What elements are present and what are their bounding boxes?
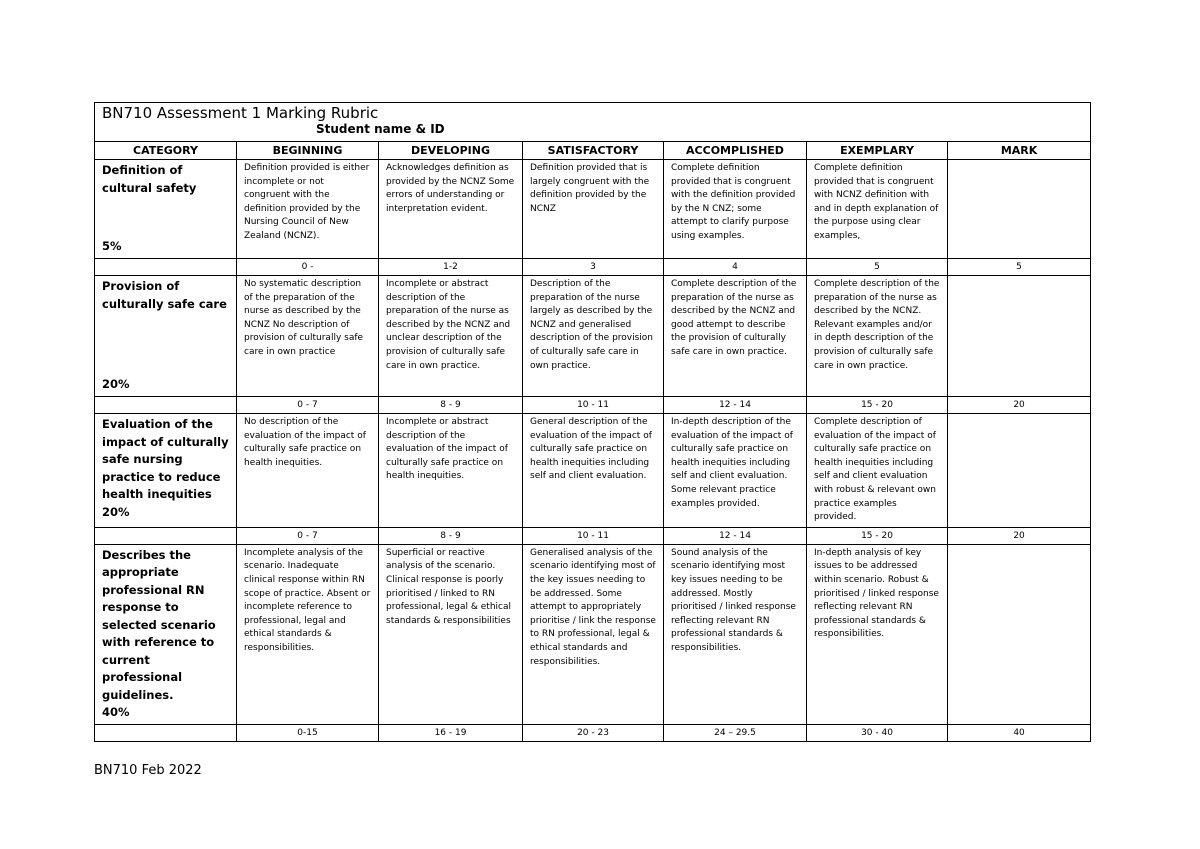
- score-beginning: 0-15: [237, 724, 379, 741]
- score-developing: 16 - 19: [379, 724, 523, 741]
- category-label: Provision of culturally safe care: [102, 279, 227, 311]
- developing-descriptor: Superficial or reactive analysis of the scenario. Clinical response is poorly prioritised / linked to RN professional, legal & ethical standards & responsibilities: [379, 544, 523, 724]
- satisfactory-descriptor: Definition provided that is largely congruent with the definition provided by the NCNZ: [523, 160, 664, 259]
- footer-text: BN710 Feb 2022: [94, 763, 202, 778]
- category-cell: [95, 160, 237, 259]
- score-accomplished: 24 – 29.5: [664, 724, 807, 741]
- score-blank: [95, 527, 237, 544]
- document-title: BN710 Assessment 1 Marking Rubric: [102, 104, 379, 122]
- mark-cell: [948, 160, 1091, 259]
- criteria-row: [95, 414, 1091, 528]
- score-blank: [95, 724, 237, 741]
- score-mark: 20: [948, 397, 1091, 414]
- beginning-descriptor: Definition provided is either incomplete or not congruent with the definition provided by the Nursing Council of New Zealand (NCNZ).: [237, 160, 379, 259]
- beginning-descriptor: No systematic description of the preparation of the nurse as described by the NCNZ No description of provision of culturally safe care in own practice: [237, 276, 379, 397]
- category-weight: 5%: [102, 238, 122, 253]
- header-exemplary: EXEMPLARY: [807, 142, 948, 160]
- header-beginning: BEGINNING: [237, 142, 379, 160]
- score-satisfactory: 10 - 11: [523, 527, 664, 544]
- score-exemplary: 5: [807, 259, 948, 276]
- marking-rubric-table: [94, 102, 1091, 742]
- exemplary-descriptor: In-depth analysis of key issues to be addressed within scenario. Robust & prioritised / linked response reflecting relevant RN professional standards & responsibilities.: [807, 544, 948, 724]
- score-exemplary: 15 - 20: [807, 397, 948, 414]
- accomplished-descriptor: Complete definition provided that is congruent with the definition provided by the N CNZ; some attempt to clarify purpose using examples.: [664, 160, 807, 259]
- header-developing: DEVELOPING: [379, 142, 523, 160]
- header-satisfactory: SATISFACTORY: [523, 142, 664, 160]
- accomplished-descriptor: Sound analysis of the scenario identifying most key issues needing to be addressed. Mostly prioritised / linked response reflecting relevant RN professional standards & responsibilities.: [664, 544, 807, 724]
- score-beginning: 0 - 7: [237, 397, 379, 414]
- header-accomplished: ACCOMPLISHED: [664, 142, 807, 160]
- mark-cell: [948, 414, 1091, 528]
- score-satisfactory: 10 - 11: [523, 397, 664, 414]
- title-cell: [95, 103, 1091, 142]
- category-cell: [95, 276, 237, 397]
- score-row: [95, 397, 1091, 414]
- beginning-descriptor: Incomplete analysis of the scenario. Inadequate clinical response within RN scope of practice. Absent or incomplete reference to professional, legal and ethical standards & responsibilities.: [237, 544, 379, 724]
- score-satisfactory: 20 - 23: [523, 724, 664, 741]
- header-mark: MARK: [948, 142, 1091, 160]
- accomplished-descriptor: Complete description of the preparation of the nurse as described by the NCNZ and good attempt to describe the provision of culturally safe care in own practice.: [664, 276, 807, 397]
- score-beginning: 0 - 7: [237, 527, 379, 544]
- score-row: [95, 527, 1091, 544]
- developing-descriptor: Incomplete or abstract description of the evaluation of the impact of culturally safe practice on health inequities.: [379, 414, 523, 528]
- satisfactory-descriptor: Description of the preparation of the nurse largely as described by the NCNZ and generalised description of the provision of culturally safe care in own practice.: [523, 276, 664, 397]
- score-mark: 5: [948, 259, 1091, 276]
- header-category: CATEGORY: [95, 142, 237, 160]
- score-blank: [95, 259, 237, 276]
- satisfactory-descriptor: Generalised analysis of the scenario identifying most of the key issues needing to be addressed. Some attempt to appropriately prioritise / link the response to RN professional, legal & ethical standards and responsibilities.: [523, 544, 664, 724]
- score-row: [95, 259, 1091, 276]
- developing-descriptor: Acknowledges definition as provided by the NCNZ Some errors of understanding or interpretation evident.: [379, 160, 523, 259]
- score-mark: 40: [948, 724, 1091, 741]
- category-label: Describes the appropriate professional RN response to selected scenario with reference to current professional guidelines.: [102, 547, 216, 702]
- score-accomplished: 12 - 14: [664, 397, 807, 414]
- mark-cell: [948, 276, 1091, 397]
- score-exemplary: 15 - 20: [807, 527, 948, 544]
- score-beginning: 0 -: [237, 259, 379, 276]
- criteria-row: [95, 544, 1091, 724]
- accomplished-descriptor: In-depth description of the evaluation of the impact of culturally safe practice on health inequities including self and client evaluation. Some relevant practice examples provided.: [664, 414, 807, 528]
- category-weight: 20%: [102, 376, 130, 391]
- student-name-id-label: Student name & ID: [316, 122, 445, 136]
- category-label: Evaluation of the impact of culturally safe nursing practice to reduce health inequities: [102, 417, 229, 501]
- header-row: [95, 142, 1091, 160]
- category-weight: 40%: [102, 705, 130, 720]
- score-exemplary: 30 - 40: [807, 724, 948, 741]
- score-accomplished: 4: [664, 259, 807, 276]
- score-satisfactory: 3: [523, 259, 664, 276]
- score-developing: 8 - 9: [379, 527, 523, 544]
- score-blank: [95, 397, 237, 414]
- exemplary-descriptor: Complete description of the preparation of the nurse as described by the NCNZ. Relevant examples and/or in depth description of the provision of culturally safe care in own practice.: [807, 276, 948, 397]
- satisfactory-descriptor: General description of the evaluation of the impact of culturally safe practice on health inequities including self and client evaluation.: [523, 414, 664, 528]
- score-developing: 8 - 9: [379, 397, 523, 414]
- score-mark: 20: [948, 527, 1091, 544]
- criteria-row: [95, 160, 1091, 259]
- exemplary-descriptor: Complete definition provided that is congruent with NCNZ definition with and in depth explanation of the purpose using clear examples,: [807, 160, 948, 259]
- criteria-row: [95, 276, 1091, 397]
- title-row: [95, 103, 1091, 142]
- mark-cell: [948, 544, 1091, 724]
- score-developing: 1-2: [379, 259, 523, 276]
- category-cell: [95, 544, 237, 724]
- developing-descriptor: Incomplete or abstract description of the preparation of the nurse as described by the NCNZ and unclear description of the provision of culturally safe care in own practice.: [379, 276, 523, 397]
- exemplary-descriptor: Complete description of evaluation of the impact of culturally safe practice on health inequities including self and client evaluation with robust & relevant own practice examples provided.: [807, 414, 948, 528]
- category-weight: 20%: [102, 504, 130, 519]
- category-cell: [95, 414, 237, 528]
- beginning-descriptor: No description of the evaluation of the impact of culturally safe practice on health inequities.: [237, 414, 379, 528]
- score-accomplished: 12 - 14: [664, 527, 807, 544]
- category-label: Definition of cultural safety: [102, 163, 197, 195]
- score-row: [95, 724, 1091, 741]
